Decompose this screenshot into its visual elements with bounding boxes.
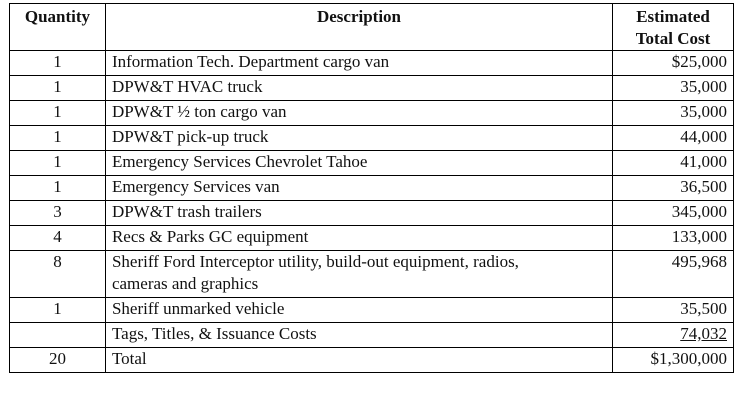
total-label-cell: Total xyxy=(105,348,612,373)
description-cell: DPW&T pick-up truck xyxy=(105,126,612,151)
cost-cell: 35,000 xyxy=(613,76,734,101)
cost-cell: $25,000 xyxy=(613,51,734,76)
cost-cell: 41,000 xyxy=(613,151,734,176)
description-line: Sheriff Ford Interceptor utility, build-out equipment, radios, xyxy=(111,252,519,271)
description-cell: Emergency Services Chevrolet Tahoe xyxy=(105,151,612,176)
table-row xyxy=(10,226,734,251)
description-cell: DPW&T ½ ton cargo van xyxy=(105,101,612,126)
description-cell: Sheriff unmarked vehicle xyxy=(105,298,612,323)
cost-cell xyxy=(613,323,734,348)
cost-cell: 133,000 xyxy=(613,226,734,251)
quantity-cell xyxy=(10,323,106,348)
quantity-cell: 1 xyxy=(10,76,106,101)
quantity-cell: 3 xyxy=(10,201,106,226)
quantity-cell: 1 xyxy=(10,151,106,176)
cost-cell: 345,000 xyxy=(613,201,734,226)
table-row xyxy=(10,151,734,176)
table-row xyxy=(10,126,734,151)
description-cell xyxy=(105,251,612,298)
table-row xyxy=(10,51,734,76)
quantity-cell: 1 xyxy=(10,101,106,126)
cost-header-line2: Total Cost xyxy=(635,29,711,48)
description-header: Description xyxy=(105,4,612,51)
quantity-cell: 8 xyxy=(10,251,106,298)
quantity-cell: 1 xyxy=(10,176,106,201)
quantity-header: Quantity xyxy=(10,4,106,51)
table-row xyxy=(10,176,734,201)
description-line: cameras and graphics xyxy=(111,274,259,293)
table-row xyxy=(10,323,734,348)
description-cell: Recs & Parks GC equipment xyxy=(105,226,612,251)
quantity-cell: 4 xyxy=(10,226,106,251)
description-cell: Information Tech. Department cargo van xyxy=(105,51,612,76)
description-cell: DPW&T HVAC truck xyxy=(105,76,612,101)
cost-cell: 35,000 xyxy=(613,101,734,126)
total-row xyxy=(10,348,734,373)
table-row xyxy=(10,298,734,323)
header-row xyxy=(10,4,734,51)
table-row xyxy=(10,76,734,101)
table-row xyxy=(10,251,734,298)
description-cell: DPW&T trash trailers xyxy=(105,201,612,226)
cost-header xyxy=(613,4,734,51)
subtotal-value: 74,032 xyxy=(680,324,727,343)
cost-cell: 35,500 xyxy=(613,298,734,323)
cost-cell: 495,968 xyxy=(613,251,734,298)
cost-cell: 44,000 xyxy=(613,126,734,151)
quantity-cell: 1 xyxy=(10,51,106,76)
total-cost-cell: $1,300,000 xyxy=(613,348,734,373)
table-row xyxy=(10,201,734,226)
table-row xyxy=(10,101,734,126)
description-cell: Tags, Titles, & Issuance Costs xyxy=(105,323,612,348)
description-cell: Emergency Services van xyxy=(105,176,612,201)
cost-header-line1: Estimated xyxy=(636,7,710,26)
quantity-cell: 1 xyxy=(10,126,106,151)
quantity-cell: 1 xyxy=(10,298,106,323)
cost-cell: 36,500 xyxy=(613,176,734,201)
total-quantity-cell: 20 xyxy=(10,348,106,373)
vehicle-cost-table xyxy=(9,3,734,373)
